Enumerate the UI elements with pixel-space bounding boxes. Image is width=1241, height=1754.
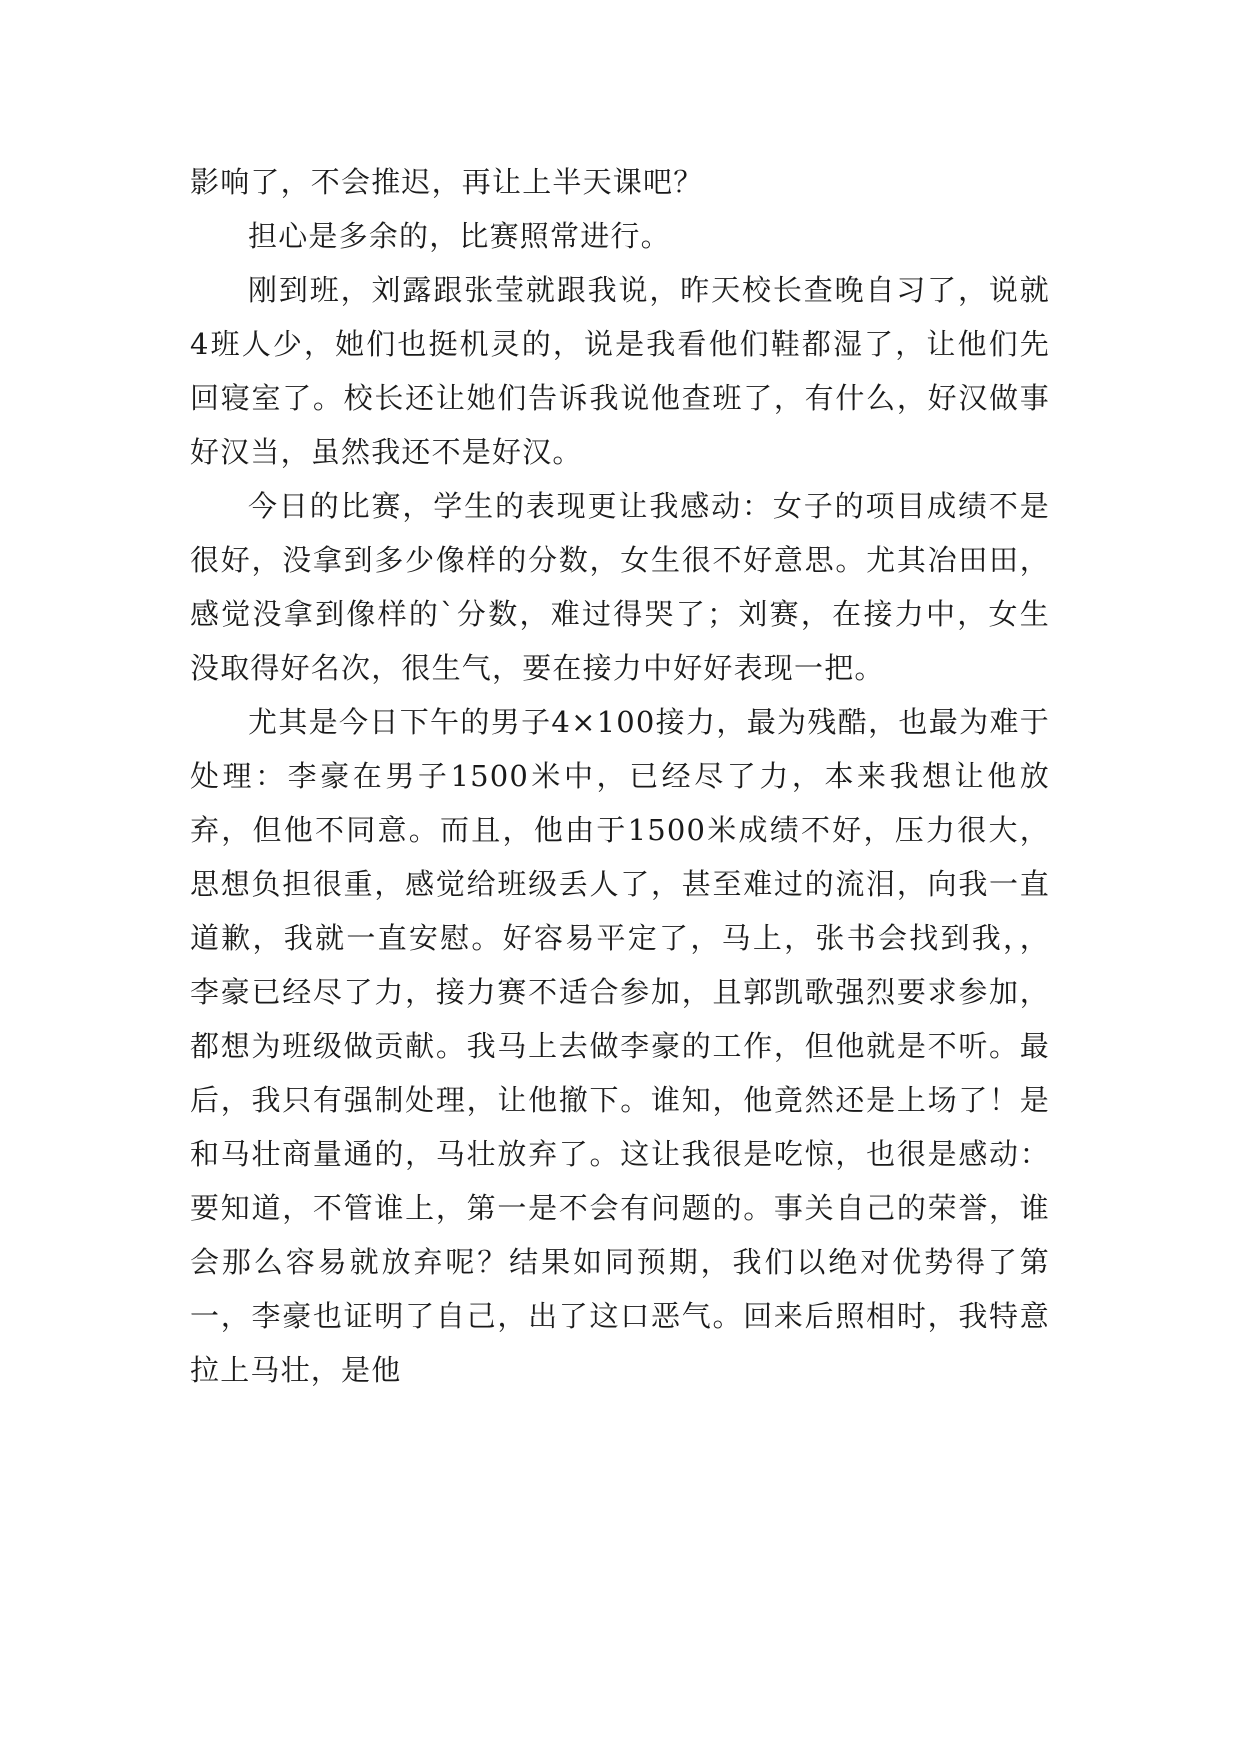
paragraph: 今日的比赛，学生的表现更让我感动：女子的项目成绩不是很好，没拿到多少像样的分数，女生很不好意思。尤其冶田田，感觉没拿到像样的`分数，难过得哭了；刘赛，在接力中，女生没取得好名次，很生气，要在接力中好好表现一把。 xyxy=(190,489,1050,685)
paragraph: 担心是多余的，比赛照常进行。 xyxy=(248,219,671,253)
document-body xyxy=(190,155,1050,1397)
paragraph-continuation: 影响了，不会推迟，再让上半天课吧？ xyxy=(190,165,704,199)
paragraph: 刚到班，刘露跟张莹就跟我说，昨天校长查晚自习了，说就4班人少，她们也挺机灵的，说是我看他们鞋都湿了，让他们先回寝室了。校长还让她们告诉我说他查班了，有什么，好汉做事好汉当，虽然我还不是好汉。 xyxy=(190,273,1050,469)
paragraph: 尤其是今日下午的男子4×100接力，最为残酷，也最为难于处理：李豪在男子1500米中，已经尽了力，本来我想让他放弃，但他不同意。而且，他由于1500米成绩不好，压力很大，思想负担很重，感觉给班级丢人了，甚至难过的流泪，向我一直道歉，我就一直安慰。好容易平定了，马上，张书会找到我，，李豪已经尽了力，接力赛不适合参加，且郭凯歌强烈要求参加，都想为班级做贡献。我马上去做李豪的工作，但他就是不听。最后，我只有强制处理，让他撤下。谁知，他竟然还是上场了！是和马壮商量通的，马壮放弃了。这让我很是吃惊，也很是感动：要知道，不管谁上，第一是不会有问题的。事关自己的荣誉，谁会那么容易就放弃呢？结果如同预期，我们以绝对优势得了第一，李豪也证明了自己，出了这口恶气。回来后照相时，我特意拉上马壮，是他 xyxy=(190,705,1050,1387)
